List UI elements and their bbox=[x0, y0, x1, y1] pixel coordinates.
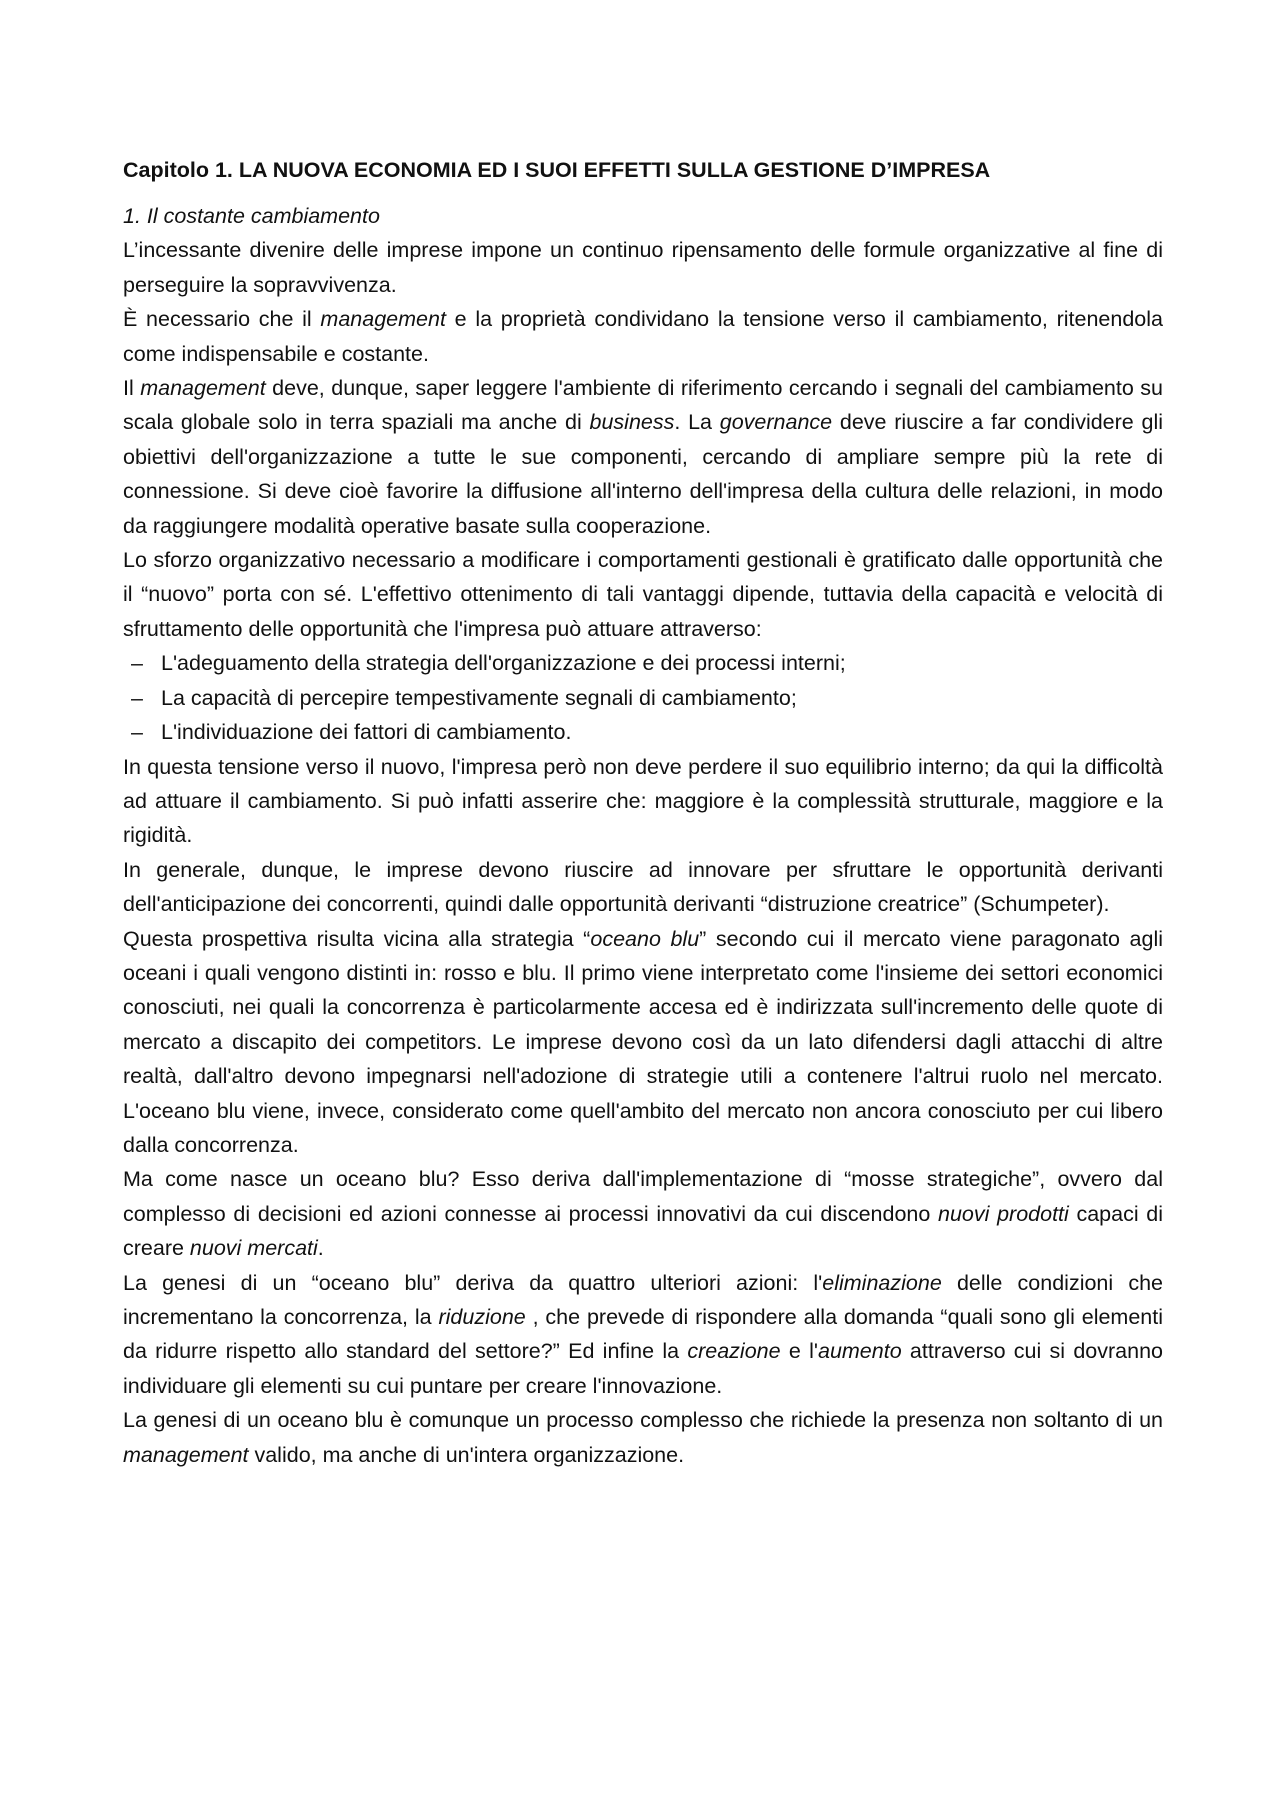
paragraph-2: È necessario che il management e la proprietà condividano la tensione verso il cambiamento, ritenendola come indispensabile e costante. bbox=[123, 307, 1163, 366]
document-page bbox=[123, 153, 1163, 1472]
paragraph-1: L’incessante divenire delle imprese impone un continuo ripensamento delle formule organizzative al fine di perseguire la sopravvivenza. bbox=[123, 238, 1163, 297]
paragraph-10: La genesi di un oceano blu è comunque un processo complesso che richiede la presenza non soltanto di un management valido, ma anche di un'intera organizzazione. bbox=[123, 1408, 1163, 1467]
list-item: – La capacità di percepire tempestivamente segnali di cambiamento; bbox=[123, 681, 1163, 715]
paragraph-3: Il management deve, dunque, saper leggere l'ambiente di riferimento cercando i segnali del cambiamento su scala globale solo in terra spaziali ma anche di business. La governance deve riuscire a far condividere gli obiettivi dell'organizzazione a tutte le sue componenti, cercando di ampliare sempre più la rete di connessione. Si deve cioè favorire la diffusione all'interno dell'impresa della cultura delle relazioni, in modo da raggiungere modalità operative basate sulla cooperazione. bbox=[123, 376, 1164, 538]
paragraph-8: Ma come nasce un oceano blu? Esso deriva dall'implementazione di “mosse strategiche”, ovvero dal complesso di decisioni ed azioni connesse ai processi innovativi da cui discendono nuovi prodotti capaci di creare nuovi mercati. bbox=[123, 1167, 1163, 1261]
list-item: – L'adeguamento della strategia dell'organizzazione e dei processi interni; bbox=[123, 646, 1163, 680]
list-item: – L'individuazione dei fattori di cambiamento. bbox=[123, 715, 1163, 749]
dash-bullet: – bbox=[131, 651, 143, 676]
paragraph-5: In questa tensione verso il nuovo, l'impresa però non deve perdere il suo equilibrio interno; da qui la difficoltà ad attuare il cambiamento. Si può infatti asserire che: maggiore è la complessità strutturale, maggiore e la rigidità. bbox=[123, 754, 1163, 848]
paragraph-4: Lo sforzo organizzativo necessario a modificare i comportamenti gestionali è gratificato dalle opportunità che il “nuovo” porta con sé. L'effettivo ottenimento di tali vantaggi dipende, tuttavia della capacità e velocità di sfruttamento delle opportunità che l'impresa può attuare attraverso: bbox=[123, 548, 1163, 641]
chapter-title: Capitolo 1. LA NUOVA ECONOMIA ED I SUOI EFFETTI SULLA GESTIONE D’IMPRESA bbox=[123, 158, 991, 182]
paragraph-7: Questa prospettiva risulta vicina alla strategia “oceano blu” secondo cui il mercato viene paragonato agli oceani i quali vengono distinti in: rosso e blu. Il primo viene interpretato come l'insieme dei settori economici conosciuti, nei quali la concorrenza è particolarmente accesa ed è indirizzata sull'incremento delle quote di mercato a discapito dei competitors. Le imprese devono così da un lato difendersi dagli attacchi di altre realtà, dall'altro devono impegnarsi nell'adozione di strategie utili a contenere l'altrui ruolo nel mercato. L'oceano blu viene, invece, considerato come quell'ambito del mercato non ancora conosciuto per cui libero dalla concorrenza. bbox=[123, 926, 1164, 1157]
paragraph-6: In generale, dunque, le imprese devono riuscire ad innovare per sfruttare le opportunità derivanti dell'anticipazione dei concorrenti, quindi dalle opportunità derivanti “distruzione creatrice” (Schumpeter). bbox=[123, 857, 1163, 917]
bullet-list bbox=[123, 646, 1163, 749]
dash-bullet: – bbox=[131, 720, 143, 745]
section-title: 1. Il costante cambiamento bbox=[123, 204, 380, 228]
paragraph-9: La genesi di un “oceano blu” deriva da quattro ulteriori azioni: l'eliminazione delle condizioni che incrementano la concorrenza, la riduzione , che prevede di rispondere alla domanda “quali sono gli elementi da ridurre rispetto allo standard del settore?” Ed infine la creazione e l'aumento attraverso cui si dovranno individuare gli elementi su cui puntare per creare l'innovazione. bbox=[123, 1270, 1163, 1398]
dash-bullet: – bbox=[131, 685, 143, 710]
